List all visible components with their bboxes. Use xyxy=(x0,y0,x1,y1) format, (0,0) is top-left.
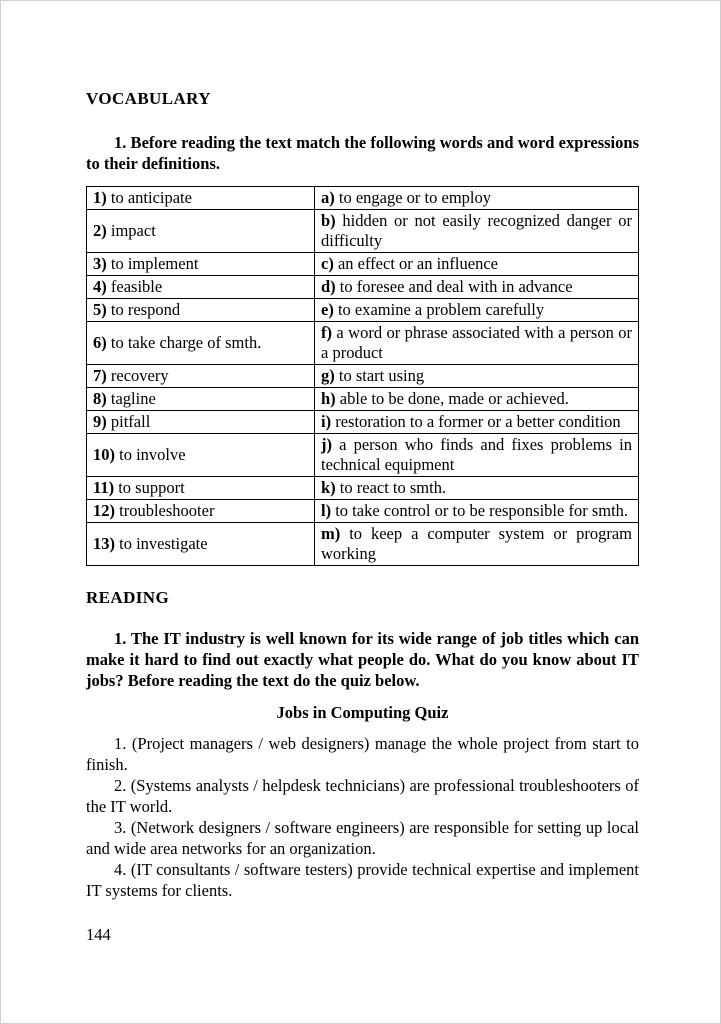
term-text: to implement xyxy=(110,254,199,273)
def-text: a word or phrase associated with a person or a product xyxy=(321,323,632,362)
def-text: to foresee and deal with in advance xyxy=(339,277,573,296)
term-number: 10) xyxy=(93,445,115,464)
term-text: feasible xyxy=(110,277,163,296)
page-number: 144 xyxy=(86,925,111,944)
term-text: to take charge of smth. xyxy=(110,333,262,352)
reading-intro: 1. The IT industry is well known for its wide range of job titles which can make it hard to find out exactly what people do. What do you know about IT jobs? Before reading the text do the quiz below. xyxy=(86,629,639,690)
term-text: tagline xyxy=(110,389,156,408)
term-number: 9) xyxy=(93,412,107,431)
def-text: to start using xyxy=(338,366,425,385)
def-text: restoration to a former or a better condition xyxy=(335,412,621,431)
quiz-item: 4. (IT consultants / software testers) provide technical expertise and implement IT systems for clients. xyxy=(86,860,639,900)
term-number: 6) xyxy=(93,333,107,352)
def-text: to engage or to employ xyxy=(338,188,492,207)
term-text: to investigate xyxy=(119,534,208,553)
table-row xyxy=(87,187,639,210)
table-row xyxy=(87,299,639,322)
table-row xyxy=(87,477,639,500)
term-number: 12) xyxy=(93,501,115,520)
table-row xyxy=(87,276,639,299)
reading-heading: READING xyxy=(86,588,170,607)
term-number: 4) xyxy=(93,277,107,296)
table-row xyxy=(87,500,639,523)
def-text: to keep a computer system or program working xyxy=(321,524,632,563)
table-row xyxy=(87,210,639,253)
term-number: 11) xyxy=(93,478,115,497)
def-letter: b) xyxy=(321,211,336,230)
table-row xyxy=(87,253,639,276)
quiz-item: 2. (Systems analysts / helpdesk technicians) are professional troubleshooters of the IT world. xyxy=(86,776,639,816)
vocabulary-table xyxy=(86,186,639,566)
def-text: hidden or not easily recognized danger or difficulty xyxy=(321,211,633,250)
term-text: impact xyxy=(110,221,156,240)
page-content xyxy=(86,89,639,901)
vocabulary-heading: VOCABULARY xyxy=(86,89,211,108)
term-number: 13) xyxy=(93,534,115,553)
def-text: able to be done, made or achieved. xyxy=(339,389,569,408)
table-row xyxy=(87,434,639,477)
def-letter: l) xyxy=(321,501,332,520)
term-text: to respond xyxy=(110,300,181,319)
term-number: 8) xyxy=(93,389,107,408)
vocabulary-intro: 1. Before reading the text match the following words and word expressions to their definitions. xyxy=(86,133,639,173)
term-number: 7) xyxy=(93,366,107,385)
def-text: to react to smth. xyxy=(339,478,447,497)
def-text: a person who finds and fixes problems in technical equipment xyxy=(321,435,632,474)
def-letter: g) xyxy=(321,366,335,385)
table-row xyxy=(87,365,639,388)
term-text: to involve xyxy=(119,445,186,464)
quiz-item: 3. (Network designers / software engineers) are responsible for setting up local and wide area networks for an organization. xyxy=(86,818,639,858)
def-letter: d) xyxy=(321,277,336,296)
term-text: pitfall xyxy=(110,412,151,431)
def-letter: a) xyxy=(321,188,335,207)
quiz-item: 1. (Project managers / web designers) manage the whole project from start to finish. xyxy=(86,734,639,774)
table-row xyxy=(87,411,639,434)
def-letter: f) xyxy=(321,323,332,342)
table-row xyxy=(87,388,639,411)
def-letter: c) xyxy=(321,254,334,273)
term-number: 2) xyxy=(93,221,107,240)
term-text: troubleshooter xyxy=(119,501,215,520)
term-text: to anticipate xyxy=(110,188,192,207)
def-letter: k) xyxy=(321,478,336,497)
term-text: to support xyxy=(118,478,185,497)
term-number: 5) xyxy=(93,300,107,319)
def-text: an effect or an influence xyxy=(337,254,498,273)
def-letter: j) xyxy=(321,435,332,454)
term-number: 1) xyxy=(93,188,107,207)
term-text: recovery xyxy=(110,366,169,385)
def-letter: e) xyxy=(321,300,334,319)
quiz-title: Jobs in Computing Quiz xyxy=(276,703,449,722)
def-text: to examine a problem carefully xyxy=(337,300,545,319)
def-letter: m) xyxy=(321,524,341,543)
table-row xyxy=(87,322,639,365)
def-letter: h) xyxy=(321,389,336,408)
def-text: to take control or to be responsible for smth. xyxy=(335,501,629,520)
def-letter: i) xyxy=(321,412,332,431)
term-number: 3) xyxy=(93,254,107,273)
table-row xyxy=(87,523,639,566)
